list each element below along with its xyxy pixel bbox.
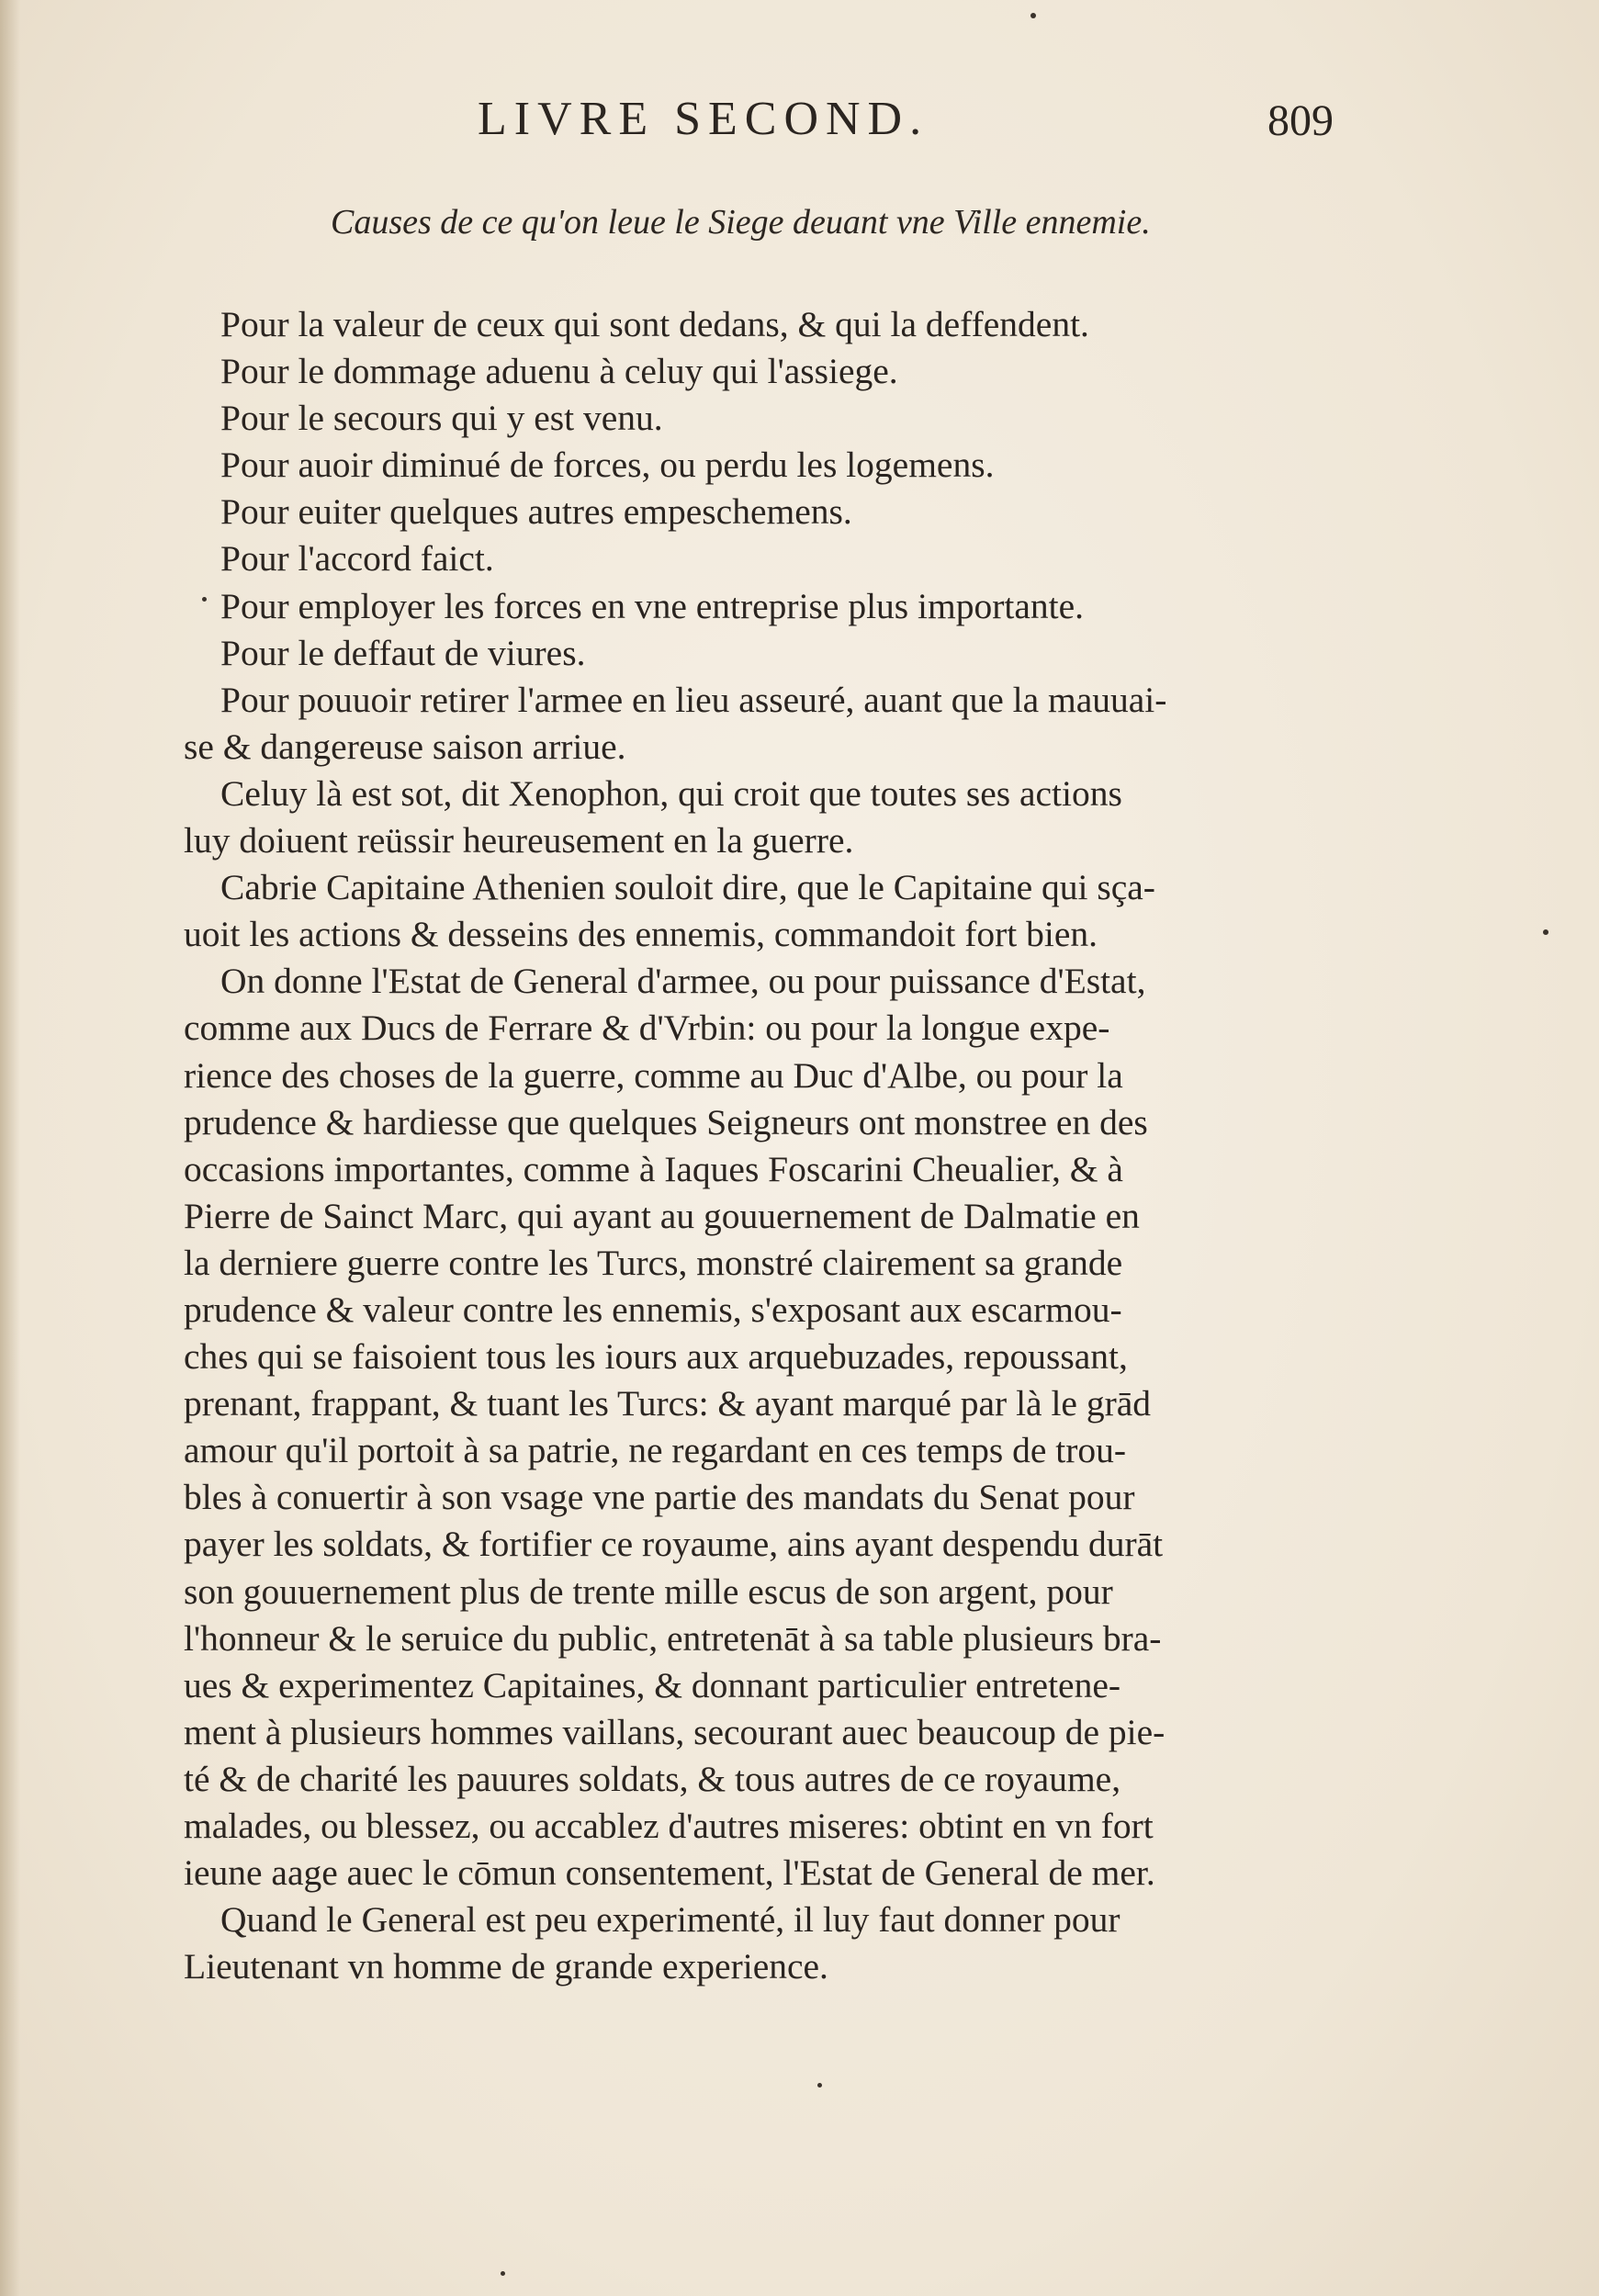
text-line: ment à plusieurs hommes vaillans, secourant auec beaucoup de pie- [184, 1711, 1165, 1752]
text-line: Cabrie Capitaine Athenien souloit dire, que le Capitaine qui sça- [220, 867, 1155, 908]
text-line: Pour le deffaut de viures. [220, 632, 586, 673]
text-line: comme aux Ducs de Ferrare & d'Vrbin: ou pour la longue expe- [184, 1007, 1110, 1049]
text-line: prudence & valeur contre les ennemis, s'exposant aux escarmou- [184, 1289, 1122, 1330]
page-gutter-shadow [0, 0, 20, 2296]
text-line: Pour le secours qui y est venu. [220, 398, 663, 439]
text-line: luy doiuent reüssir heureusement en la guerre. [184, 820, 854, 861]
text-line: payer les soldats, & fortifier ce royaume, ains ayant despendu durāt [184, 1524, 1164, 1565]
text-line: Quand le General est peu experimenté, il luy faut donner pour [220, 1899, 1120, 1941]
text-line: prudence & hardiesse que quelques Seigneurs ont monstree en des [184, 1101, 1148, 1142]
paper-speck [501, 2271, 505, 2276]
text-line: rience des choses de la guerre, comme au Duc d'Albe, ou pour la [184, 1054, 1123, 1096]
text-line: amour qu'il portoit à sa patrie, ne regardant en ces temps de trou- [184, 1430, 1127, 1471]
text-line: Celuy là est sot, dit Xenophon, qui croit que toutes ses actions [220, 772, 1122, 814]
page-number: 809 [1267, 96, 1334, 145]
text-line: occasions importantes, comme à Iaques Foscarini Cheualier, & à [184, 1148, 1123, 1189]
text-line: la derniere guerre contre les Turcs, monstré clairement sa grande [184, 1242, 1123, 1283]
text-line: Pour employer les forces en vne entreprise plus importante. [220, 585, 1085, 626]
body-text [184, 301, 1378, 1990]
text-line: se & dangereuse saison arriue. [184, 726, 626, 767]
text-line: ieune aage auec le cōmun consentement, l'Estat de General de mer. [184, 1852, 1155, 1894]
running-title: LIVRE SECOND. [478, 93, 929, 145]
text-line: Lieutenant vn homme de grande experience. [184, 1946, 828, 1987]
text-line: Pour l'accord faict. [220, 538, 494, 580]
text-line: bles à conuertir à son vsage vne partie des mandats du Senat pour [184, 1477, 1135, 1518]
text-line: ues & experimentez Capitaines, & donnant particulier entretene- [184, 1664, 1121, 1705]
page-header [0, 92, 1599, 156]
text-line: Pour auoir diminué de forces, ou perdu les logemens. [220, 445, 995, 486]
text-line: ches qui se faisoient tous les iours aux arquebuzades, repoussant, [184, 1336, 1128, 1378]
paper-speck [817, 2083, 822, 2088]
text-line: prenant, frappant, & tuant les Turcs: & ayant marqué par là le grād [184, 1383, 1152, 1424]
text-line: Pour pouuoir retirer l'armee en lieu asseuré, auant que la mauuai- [220, 679, 1167, 720]
text-line: uoit les actions & desseins des ennemis, commandoit fort bien. [184, 914, 1098, 955]
text-line: Pour le dommage aduenu à celuy qui l'assiege. [220, 351, 898, 392]
text-line: son gouuernement plus de trente mille escus de son argent, pour [184, 1570, 1113, 1612]
text-line: Pour la valeur de ceux qui sont dedans, & qui la deffendent. [220, 304, 1089, 344]
text-line: On donne l'Estat de General d'armee, ou pour puissance d'Estat, [220, 961, 1146, 1002]
text-line: té & de charité les pauures soldats, & tous autres de ce royaume, [184, 1758, 1121, 1799]
paper-speck [1543, 929, 1548, 935]
section-subtitle: Causes de ce qu'on leue le Siege deuant vne Ville ennemie. [331, 203, 1151, 242]
text-line: Pierre de Sainct Marc, qui ayant au gouuernement de Dalmatie en [184, 1195, 1140, 1236]
text-line: malades, ou blessez, ou accablez d'autres miseres: obtint en vn fort [184, 1806, 1154, 1846]
text-line: l'honneur & le seruice du public, entretenāt à sa table plusieurs bra- [184, 1617, 1162, 1659]
paper-speck [1030, 13, 1036, 18]
text-line: Pour euiter quelques autres empeschemens. [220, 491, 852, 533]
